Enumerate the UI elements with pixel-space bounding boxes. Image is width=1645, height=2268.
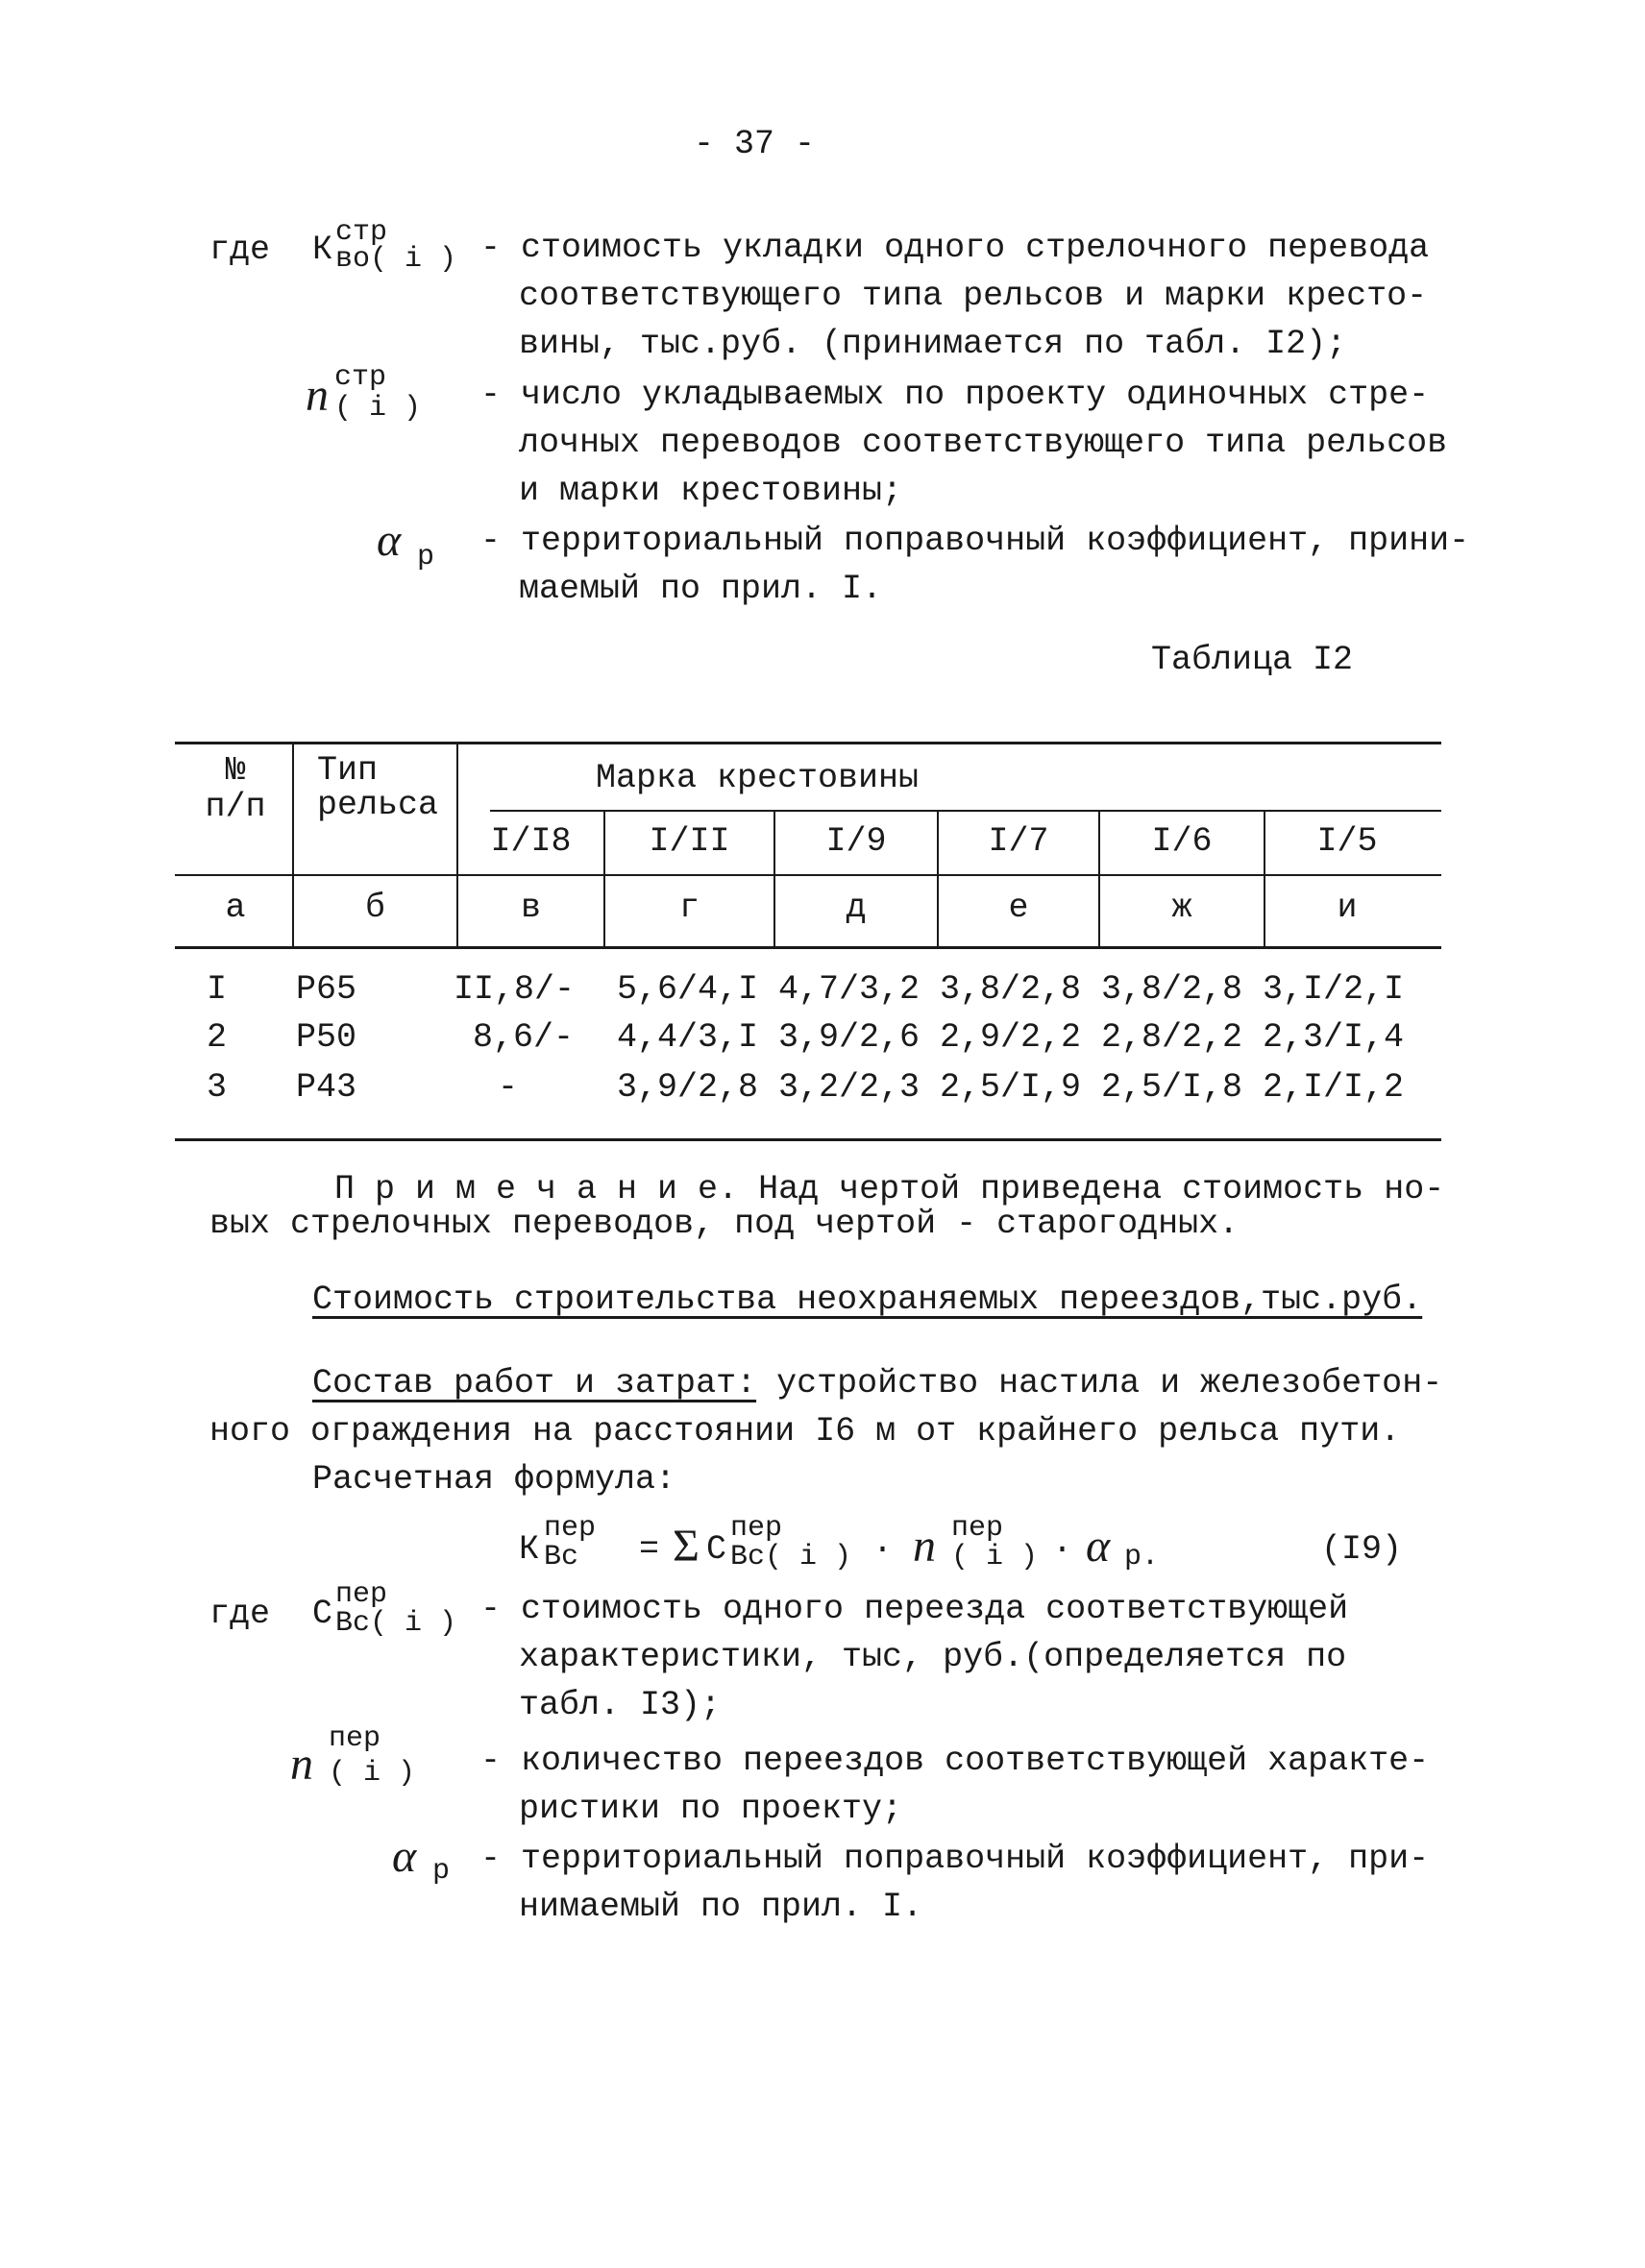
table-top-rule — [175, 742, 1441, 744]
row-num: 2 — [207, 1018, 228, 1057]
row-type: Р43 — [296, 1068, 357, 1107]
row-value: 8,6/- — [473, 1018, 575, 1057]
row-type: Р65 — [296, 970, 357, 1009]
definition-a-line-2: маемый по прил. I. — [519, 570, 883, 608]
row-value: 3,2/2,3 — [778, 1068, 921, 1107]
letter-cell: и — [1337, 889, 1358, 927]
definition-c-line-2: характеристики, тыс, руб.(определяется по — [519, 1638, 1347, 1676]
row-value: 2,5/I,9 — [940, 1068, 1082, 1107]
header-num: № — [225, 751, 246, 790]
header-mark: I/7 — [988, 822, 1049, 861]
row-value: 2,5/I,8 — [1101, 1068, 1243, 1107]
formula-label: Расчетная формула: — [312, 1460, 676, 1499]
row-value: 3,8/2,8 — [940, 970, 1082, 1009]
header-rule — [175, 874, 1441, 876]
composition-label: Состав работ и затрат: — [312, 1364, 757, 1402]
formula-19: К пер Вс = Σ C пер Вс( i ) · n пер ( i ) · α р. (I9) — [519, 1512, 1403, 1573]
note-text: Над чертой приведена стоимость но- — [738, 1170, 1445, 1208]
letter-cell: д — [846, 889, 867, 927]
definition-c-line-1: - стоимость одного переезда соответствующей — [480, 1590, 1349, 1628]
header-group-marks: Марка крестовины — [596, 759, 920, 797]
letter-cell: в — [520, 889, 541, 927]
definition-n-line-2: лочных переводов соответствующего типа рельсов — [519, 424, 1448, 462]
definition-k-line-1: - стоимость укладки одного стрелочного перевода — [480, 229, 1430, 267]
row-type: Р50 — [296, 1018, 357, 1057]
symbol-alpha-p: α р — [377, 515, 435, 573]
row-value: - — [498, 1068, 519, 1107]
header-mark: I/I8 — [490, 822, 572, 861]
note-text-line-2: вых стрелочных переводов, под чертой - старогодных. — [209, 1205, 1240, 1243]
symbol-n-str: n стр ( i ) — [306, 361, 422, 425]
row-value: 4,4/3,I — [617, 1018, 759, 1057]
definition-c-line-3: табл. I3); — [519, 1686, 722, 1724]
header-mark: I/II — [649, 822, 730, 861]
row-value: II,8/- — [454, 970, 576, 1009]
row-num: 3 — [207, 1068, 228, 1107]
row-value: 2,I/I,2 — [1263, 1068, 1405, 1107]
formula-number: (I9) — [1321, 1530, 1403, 1569]
row-value: 2,8/2,2 — [1101, 1018, 1243, 1057]
definition-n-line-1: - число укладываемых по проекту одиночных стре- — [480, 376, 1430, 414]
marks-header-rule — [490, 810, 1441, 812]
symbol-alpha-p: α р — [392, 1831, 451, 1888]
definition-n-line-2: ристики по проекту; — [519, 1790, 903, 1828]
section-title: Стоимость строительства неохраняемых переездов,тыс.руб. — [312, 1280, 1423, 1319]
row-value: 3,9/2,6 — [778, 1018, 921, 1057]
table-caption: Таблица I2 — [1151, 641, 1354, 679]
row-value: 3,8/2,8 — [1101, 970, 1243, 1009]
header-mark: I/6 — [1151, 822, 1213, 861]
header-num: п/п — [205, 788, 266, 826]
row-num: I — [207, 970, 228, 1009]
definition-a-line-1: - территориальный поправочный коэффициент, прини- — [480, 522, 1470, 560]
page-number: - 37 - — [694, 125, 816, 163]
symbol-c-per: C пер Вс( i ) — [312, 1578, 457, 1640]
letter-cell: е — [1008, 889, 1029, 927]
letter-cell: а — [225, 889, 246, 927]
note-label: П р и м е ч а н и е. — [334, 1170, 739, 1208]
row-value: 2,9/2,2 — [940, 1018, 1082, 1057]
letter-cell: ж — [1171, 889, 1192, 927]
definition-n-line-3: и марки крестовины; — [519, 472, 903, 510]
letters-rule — [175, 946, 1441, 949]
row-value: 3,9/2,8 — [617, 1068, 759, 1107]
composition-text-line-2: ного ограждения на расстоянии I6 м от крайнего рельса пути. — [209, 1412, 1401, 1451]
table-bottom-rule — [175, 1138, 1441, 1141]
composition-text: устройство настила и железобетон- — [756, 1364, 1443, 1402]
definition-k-line-2: соответствующего типа рельсов и марки кресто- — [519, 277, 1428, 315]
header-mark: I/9 — [825, 822, 887, 861]
header-mark: I/5 — [1316, 822, 1378, 861]
row-value: 2,3/I,4 — [1263, 1018, 1405, 1057]
definition-k-line-3: вины, тыс.руб. (принимается по табл. I2); — [519, 325, 1347, 363]
symbol-n-per: n пер ( i ) — [290, 1722, 416, 1790]
row-value: 5,6/4,I — [617, 970, 759, 1009]
letter-cell: г — [678, 889, 700, 927]
definition-a-line-2: нимаемый по прил. I. — [519, 1888, 923, 1926]
definition-n-line-1: - количество переездов соответствующей характе- — [480, 1742, 1430, 1780]
header-type: рельса — [317, 786, 439, 824]
row-value: 3,I/2,I — [1263, 970, 1405, 1009]
symbol-k-str: К стр во( i ) — [312, 216, 457, 276]
row-value: 4,7/3,2 — [778, 970, 921, 1009]
header-type: Тип — [317, 751, 379, 790]
letter-cell: б — [364, 889, 385, 927]
where-label: где — [209, 231, 271, 269]
where-label: где — [209, 1595, 271, 1633]
definition-a-line-1: - территориальный поправочный коэффициент, при- — [480, 1840, 1430, 1878]
